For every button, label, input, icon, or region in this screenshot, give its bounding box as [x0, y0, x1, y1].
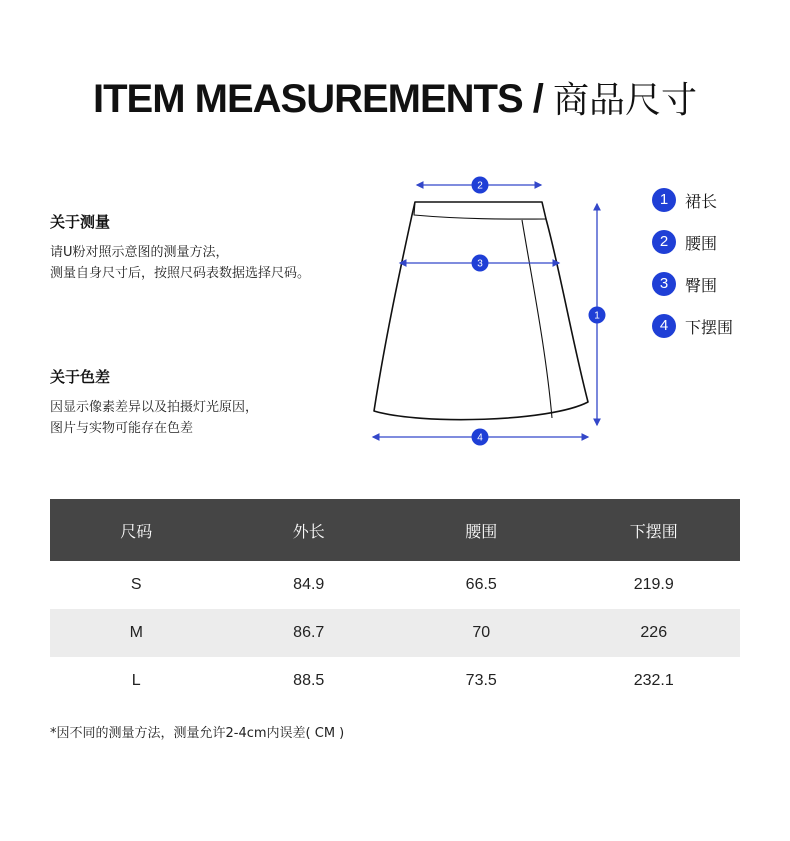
- skirt-diagram: [360, 170, 620, 460]
- table-row: [50, 609, 740, 657]
- header-waist: 腰围: [395, 499, 568, 561]
- legend-label-waist: 腰围: [685, 233, 718, 253]
- cell-size: M: [50, 609, 223, 657]
- legend-badge-3: 3: [652, 272, 676, 296]
- measurement-legend: [652, 186, 733, 354]
- about-measurement-section: [50, 211, 370, 284]
- marker-2-label: 2: [477, 180, 483, 192]
- cell-hem: 219.9: [633, 576, 674, 593]
- marker-4-label: 4: [477, 432, 483, 444]
- cell-hem: 232.1: [633, 672, 674, 689]
- measurement-footnote: *因不同的测量方法，测量允许2-4cm内误差( CM ): [50, 726, 345, 741]
- legend-item-waist: [652, 228, 733, 256]
- cell-waist: 73.5: [465, 672, 497, 689]
- cell-waist: 70: [395, 609, 568, 657]
- title-english: ITEM MEASUREMENTS /: [92, 77, 543, 121]
- skirt-outline: [374, 202, 588, 420]
- about-color-section: [50, 366, 370, 439]
- about-measurement-line-1: 请U粉对照示意图的测量方法，: [50, 245, 229, 260]
- cell-hem: 226: [568, 609, 741, 657]
- about-measurement-line-2: 测量自身尺寸后，按照尺码表数据选择尺码。: [50, 266, 311, 281]
- about-color-line-1: 因显示像素差异以及拍摄灯光原因，: [50, 400, 259, 415]
- page-title: [0, 72, 790, 123]
- about-color-heading: 关于色差: [50, 368, 111, 386]
- cell-length: 84.9: [293, 576, 325, 593]
- header-size: 尺码: [50, 499, 223, 561]
- legend-badge-4: 4: [652, 314, 676, 338]
- legend-item-hem: [652, 312, 733, 340]
- marker-3-label: 3: [477, 258, 483, 270]
- marker-4-badge: [472, 429, 489, 446]
- legend-item-hip: [652, 270, 733, 298]
- marker-1-badge: [589, 307, 606, 324]
- table-row: [50, 561, 740, 609]
- legend-item-length: [652, 186, 733, 214]
- cell-length: 88.5: [293, 672, 325, 689]
- marker-2-badge: [472, 177, 489, 194]
- cell-length: 86.7: [223, 609, 396, 657]
- header-hem: 下摆围: [568, 499, 741, 561]
- marker-3-badge: [472, 255, 489, 272]
- cell-size: L: [131, 672, 141, 689]
- marker-1-label: 1: [594, 310, 600, 322]
- size-table: [50, 499, 740, 705]
- cell-size: S: [130, 576, 142, 593]
- about-measurement-heading: 关于测量: [50, 213, 111, 231]
- about-color-line-2: 图片与实物可能存在色差: [50, 421, 194, 436]
- legend-badge-1: 1: [652, 188, 676, 212]
- legend-label-hip: 臀围: [685, 275, 718, 295]
- cell-waist: 66.5: [465, 576, 497, 593]
- legend-badge-2: 2: [652, 230, 676, 254]
- title-chinese: 商品尺寸: [553, 80, 698, 121]
- legend-label-length: 裙长: [685, 191, 718, 211]
- legend-label-hem: 下摆围: [685, 317, 734, 337]
- table-header-row: [50, 499, 740, 561]
- header-length: 外长: [223, 499, 396, 561]
- table-row: [50, 657, 740, 705]
